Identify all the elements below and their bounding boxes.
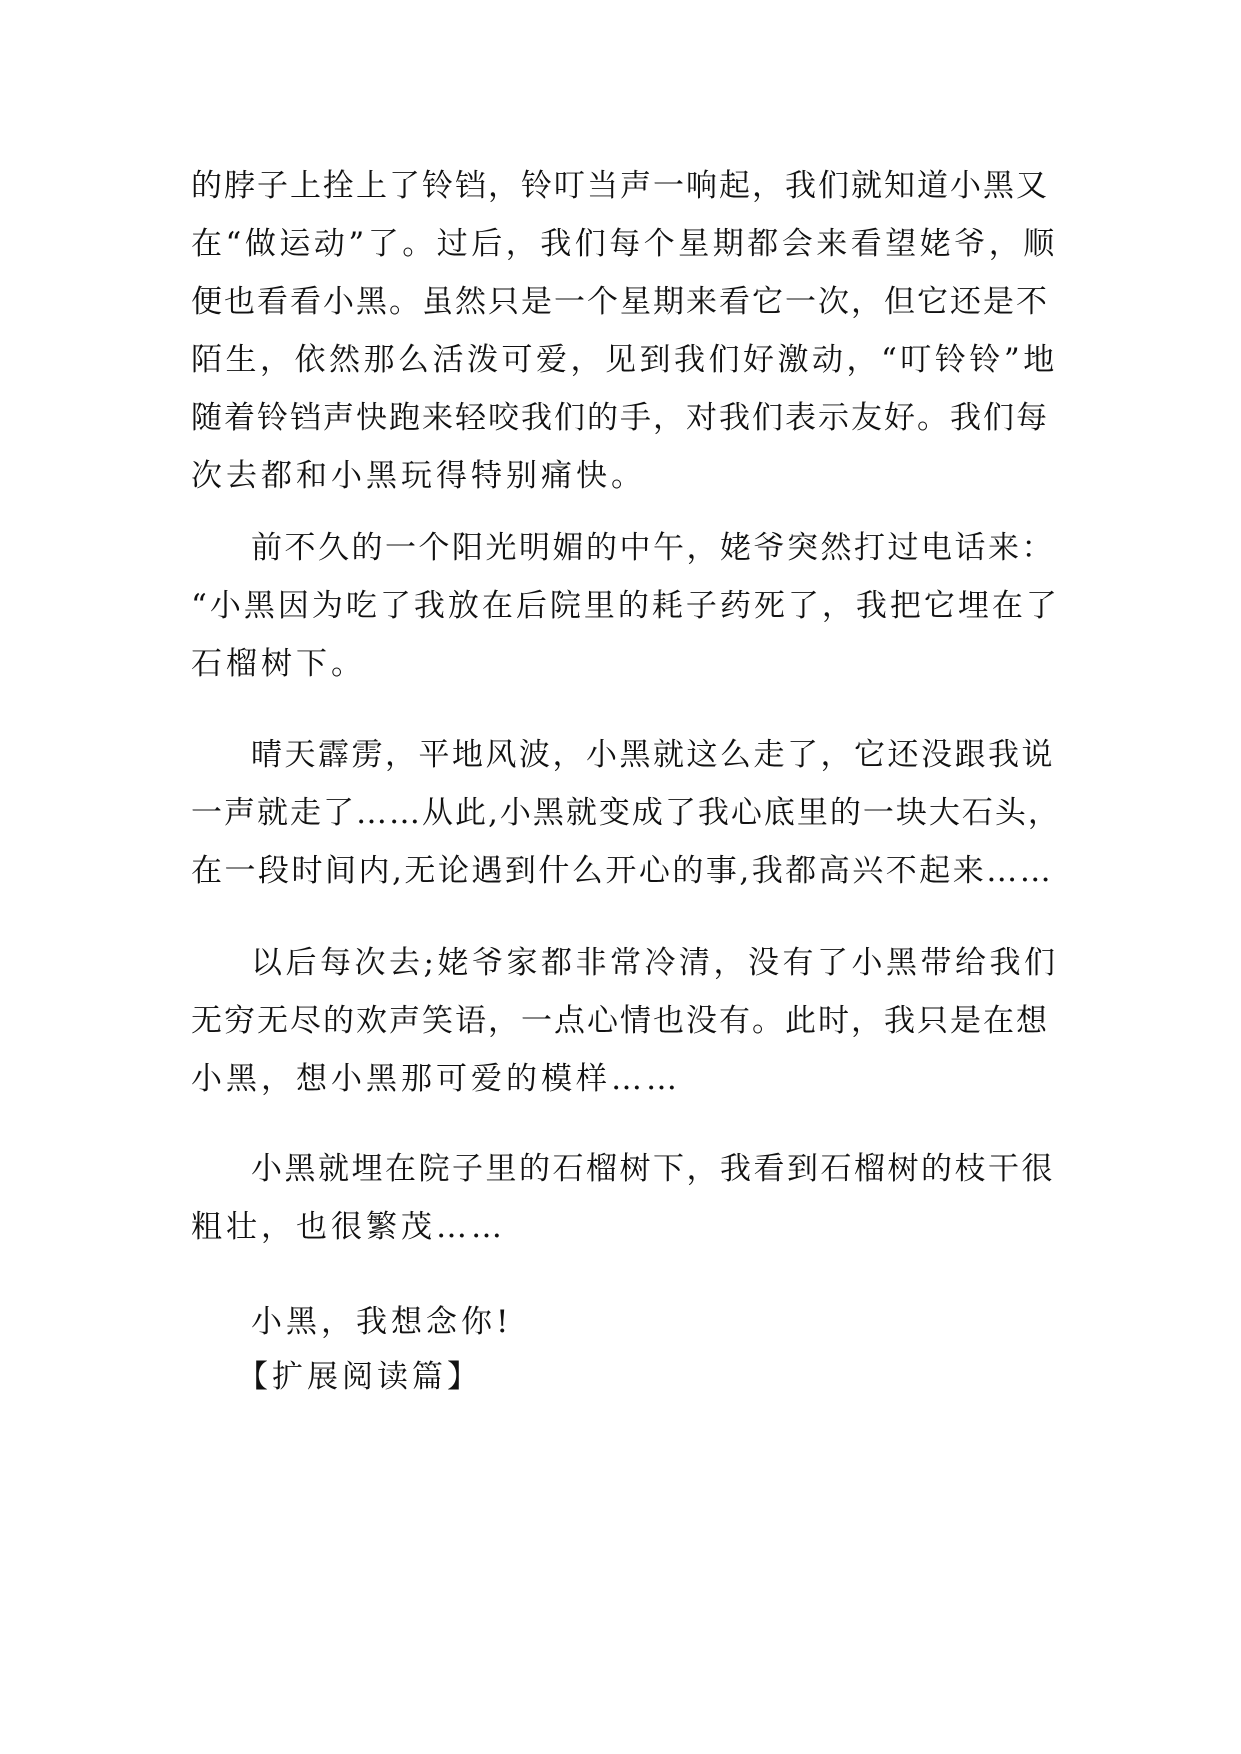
text-line: 晴天霹雳，平地风波，小黑就这么走了，它还没跟我说 [251, 737, 1055, 773]
text-line: 小黑，我想念你! [251, 1304, 513, 1340]
text-line: 便也看看小黑。虽然只是一个星期来看它一次，但它还是不 [191, 284, 1049, 320]
text-line: 次去都和小黑玩得特别痛快。 [191, 458, 646, 494]
paragraph-5 [191, 1140, 1061, 1256]
text-line: 陌生，依然那么活泼可爱，见到我们好激动，“叮铃铃”地 [191, 342, 1058, 378]
paragraph-1 [191, 157, 1061, 505]
text-line: 在“做运动”了。过后，我们每个星期都会来看望姥爷，顺 [191, 226, 1058, 262]
text-line: 粗壮，也很繁茂…… [191, 1209, 506, 1245]
text-line: 在一段时间内,无论遇到什么开心的事,我都高兴不起来…… [191, 853, 1054, 889]
text-line: 小黑就埋在院子里的石榴树下，我看到石榴树的枝干很 [251, 1151, 1055, 1187]
text-line: 无穷无尽的欢声笑语，一点心情也没有。此时，我只是在想 [191, 1003, 1049, 1039]
text-line: 随着铃铛声快跑来轻咬我们的手，对我们表示友好。我们每 [191, 400, 1049, 436]
text-line: 一声就走了……从此,小黑就变成了我心底里的一块大石头， [191, 795, 1061, 831]
paragraph-3 [191, 726, 1061, 900]
text-line: 石榴树下。 [191, 646, 366, 682]
paragraph-6 [191, 1293, 1061, 1351]
paragraph-2 [191, 519, 1061, 693]
text-line: 小黑，想小黑那可爱的模样…… [191, 1061, 681, 1097]
paragraph-4 [191, 934, 1061, 1108]
text-line: 以后每次去;姥爷家都非常冷清，没有了小黑带给我们 [251, 945, 1059, 981]
section-heading [191, 1348, 1061, 1406]
text-line: 前不久的一个阳光明媚的中午，姥爷突然打过电话来： [251, 530, 1055, 566]
text-line: 的脖子上拴上了铃铛，铃叮当声一响起，我们就知道小黑又 [191, 168, 1049, 204]
text-line: “小黑因为吃了我放在后院里的耗子药死了，我把它埋在了 [191, 588, 1060, 624]
text-line: 【扩展阅读篇】 [237, 1359, 482, 1395]
